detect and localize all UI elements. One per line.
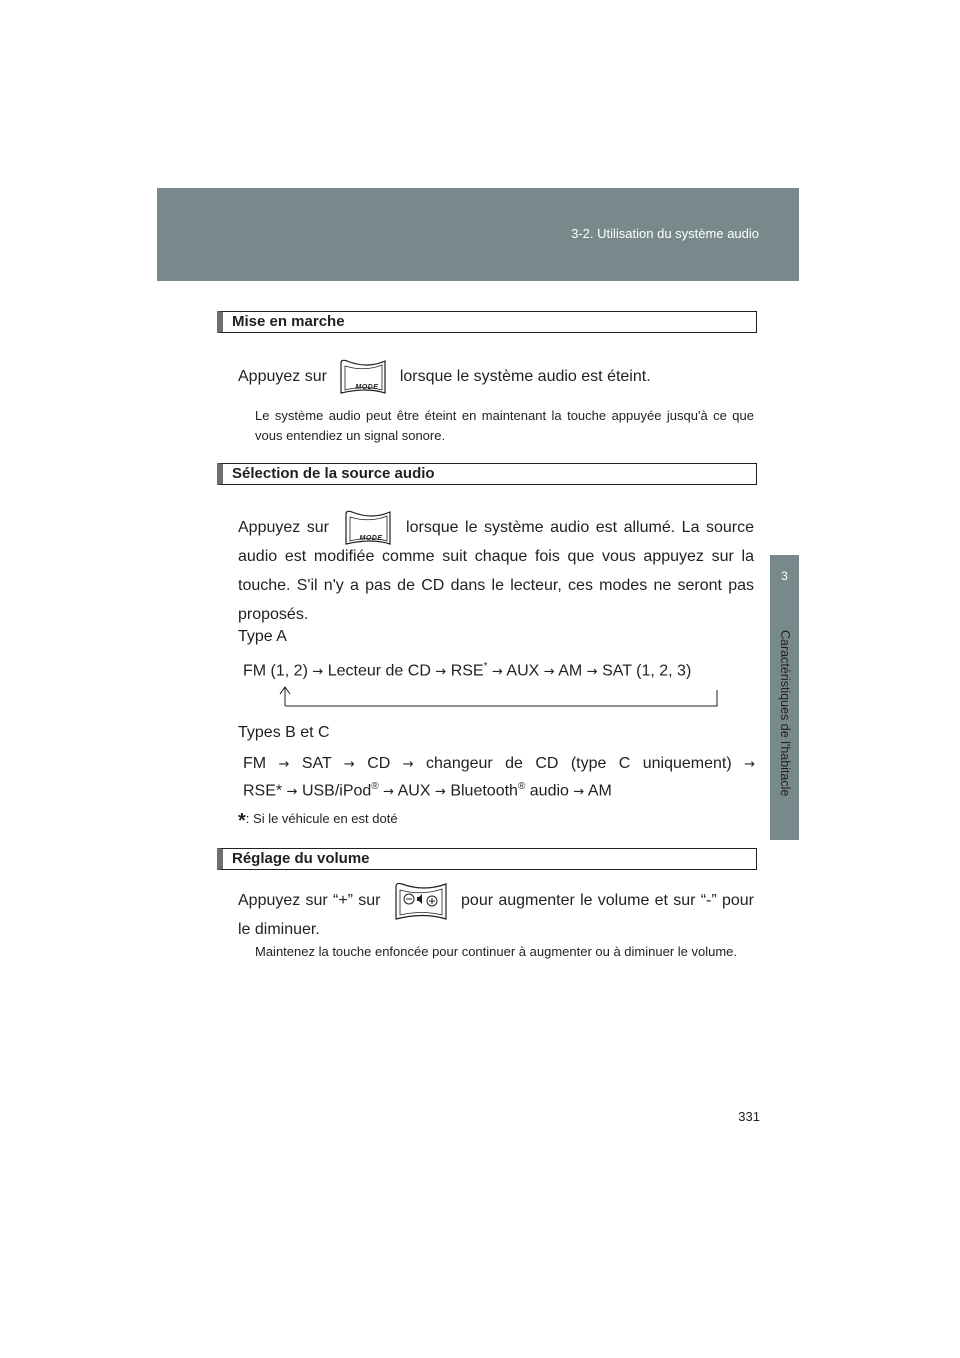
footnote-star: * — [238, 810, 246, 832]
arrow-right-icon: → — [586, 664, 598, 680]
flow-item: Lecteur de CD — [327, 662, 431, 680]
flow-item: FM — [243, 755, 267, 772]
source-text-after: lorsque le système audio est allumé. La source audio est modifiée comme suit chaque fois que vous appuyez sur la touche. S'il n'y a pas de CD dans le lecteur, ces modes ne seront pas proposés. — [238, 519, 755, 623]
chapter-number: 3 — [781, 569, 788, 583]
source-text-before: Appuyez sur — [238, 519, 330, 536]
volume-note: Maintenez la touche enfoncée pour continuer à augmenter ou à diminuer le volume. — [255, 944, 738, 959]
section-title: 3-2. Utilisation du système audio — [571, 226, 759, 241]
section-header-source: Sélection de la source audio — [217, 463, 757, 485]
flow-item: Bluetooth — [450, 782, 518, 800]
type-a-label: Type A — [238, 628, 287, 645]
section-header-power: Mise en marche — [217, 311, 757, 333]
flow-item: RSE — [450, 662, 484, 680]
flow-item: SAT — [301, 755, 332, 772]
loop-back-arrow-icon — [275, 686, 725, 710]
footnote-text: : Si le véhicule en est doté — [245, 811, 398, 826]
power-text-after: lorsque le système audio est éteint. — [399, 368, 651, 385]
registered-mark: ® — [517, 781, 526, 792]
mode-button-icon — [337, 357, 389, 397]
arrow-right-icon: → — [491, 664, 503, 680]
volume-text-before: Appuyez sur “+” sur — [238, 892, 381, 909]
page-number: 331 — [738, 1109, 760, 1124]
chapter-label: Caractéristiques de l'habitacle — [777, 630, 792, 797]
mode-button-label: MODE — [359, 534, 383, 542]
arrow-right-icon: → — [434, 784, 446, 800]
type-bc-flow-line1 — [243, 753, 755, 776]
source-instruction — [238, 513, 754, 629]
mode-button-label: MODE — [355, 383, 379, 391]
flow-item: CD — [367, 755, 391, 772]
chapter-label-container — [763, 630, 806, 830]
type-bc-label: Types B et C — [238, 724, 330, 741]
type-a-flow — [243, 656, 691, 683]
flow-item: AM — [587, 782, 612, 800]
chapter-header-band — [157, 188, 799, 281]
arrow-right-icon: → — [402, 757, 414, 772]
flow-item: RSE* — [243, 782, 283, 800]
volume-button-icon — [392, 879, 450, 923]
arrow-right-icon: → — [343, 757, 355, 772]
flow-item: USB/iPod — [301, 782, 372, 800]
power-text-before: Appuyez sur — [238, 368, 327, 385]
power-instruction — [238, 362, 754, 391]
flow-item: AUX — [397, 782, 431, 800]
arrow-right-icon: → — [278, 757, 290, 772]
flow-item: changeur de CD (type C uniquement) — [426, 755, 732, 772]
arrow-right-icon: → — [543, 664, 555, 680]
flow-item: SAT (1, 2, 3) — [602, 662, 692, 680]
mode-button-icon — [342, 508, 394, 548]
flow-item: FM (1, 2) — [243, 662, 308, 680]
section-header-volume: Réglage du volume — [217, 848, 757, 870]
volume-text-after: pour augmenter le volume et sur “-” pour le diminuer. — [238, 892, 754, 938]
arrow-right-icon: → — [435, 664, 447, 680]
type-bc-flow-line2 — [243, 776, 612, 803]
volume-instruction — [238, 886, 754, 944]
flow-item: audio — [529, 782, 569, 800]
flow-item: AM — [558, 662, 583, 680]
arrow-right-icon: → — [286, 784, 298, 800]
footnote-star: * — [483, 661, 488, 672]
flow-item: AUX — [506, 662, 540, 680]
arrow-right-icon: → — [744, 757, 756, 772]
footnote — [238, 808, 398, 832]
registered-mark: ® — [371, 781, 379, 792]
arrow-right-icon: → — [383, 784, 395, 800]
arrow-right-icon: → — [312, 664, 324, 680]
power-note: Le système audio peut être éteint en maintenant la touche appuyée jusqu'à ce que vous entendiez un signal sonore. — [255, 408, 754, 443]
arrow-right-icon: → — [573, 784, 585, 800]
